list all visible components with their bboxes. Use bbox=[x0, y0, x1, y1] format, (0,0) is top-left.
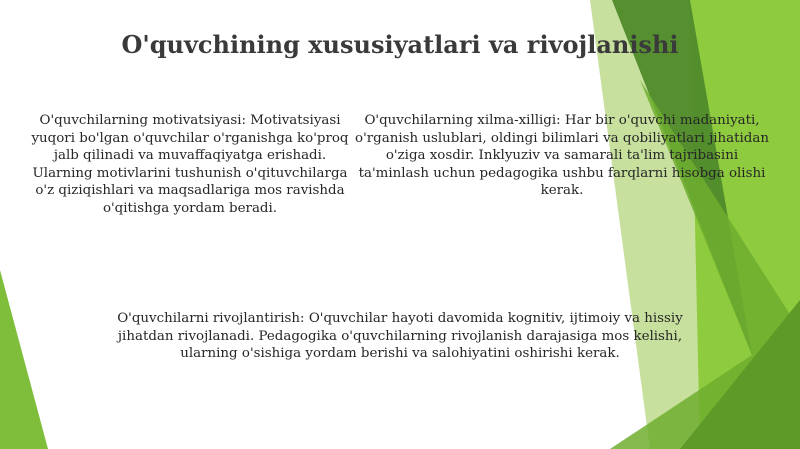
motivation-text-block: O'quvchilarning motivatsiyasi: Motivatsiyasi yuqori bo'lgan o'quvchilar o'rganishga ko'proq jalb qilinadi va muvaffaqiyatga erishadi. Ularning motivlarini tushunish o'qituvchilarga o'z qiziqishlari va maqsadlariga mos ravishda o'qitishga yordam beradi. bbox=[31, 113, 349, 216]
diversity-text-block: O'quvchilarning xilma-xilligi: Har bir o'quvchi madaniyati, o'rganish uslublari, oldingi bilimlari va qobiliyatlari jihatidan o'ziga xosdir. Inklyuziv va samarali ta'lim tajribasini ta'minlash uchun pedagogika ushbu farqlarni hisobga olishi kerak. bbox=[355, 113, 769, 199]
left-green-shape bbox=[0, 270, 48, 449]
slide-title: O'quvchining xususiyatlari va rivojlanishi bbox=[121, 30, 679, 59]
development-text-block: O'quvchilarni rivojlantirish: O'quvchilar hayoti davomida kognitiv, ijtimoiy va hissiy jihatdan rivojlanadi. Pedagogika o'quvchilarning rivojlanish darajasiga mos kelishi, ularning o'sishiga yordam berishi va salohiyatini oshirishi kerak. bbox=[117, 311, 683, 362]
